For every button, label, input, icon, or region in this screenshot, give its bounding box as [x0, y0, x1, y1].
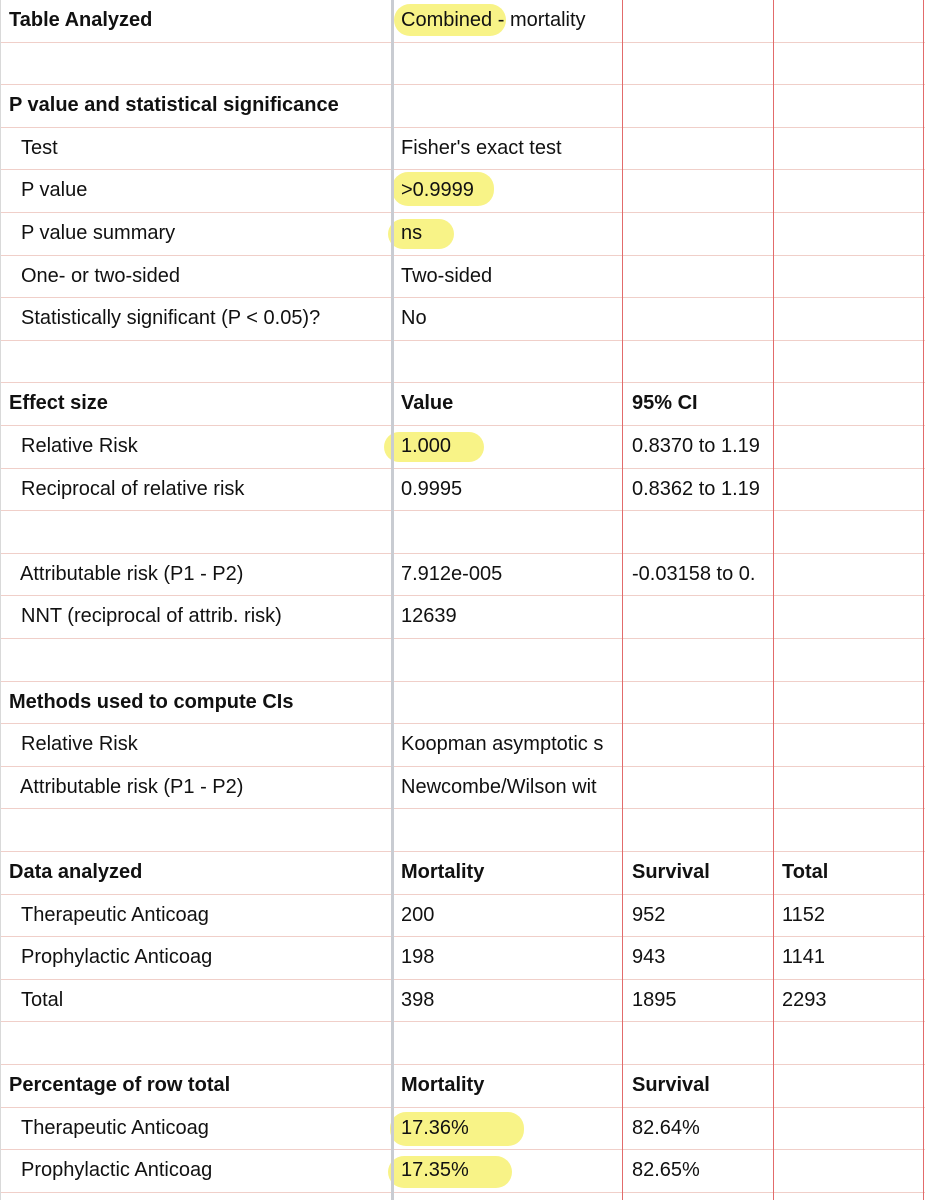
section-header-data-analyzed — [0, 852, 925, 895]
table-row — [0, 554, 925, 597]
column-header-mortality: Mortality — [401, 861, 485, 883]
row-label: P value summary — [21, 222, 176, 244]
table-row — [0, 213, 925, 256]
table-row — [0, 128, 925, 171]
row-label: Total — [21, 988, 64, 1011]
section-title: Percentage of row total — [9, 1074, 231, 1096]
table-row — [0, 724, 925, 767]
empty-row — [0, 1022, 925, 1065]
row-value[interactable]: 12639 — [401, 605, 457, 628]
row-label: Relative Risk — [21, 733, 138, 756]
row-value[interactable]: Two-sided — [401, 264, 493, 287]
section-title: Methods used to compute CIs — [9, 690, 294, 713]
row-value[interactable]: No — [401, 307, 427, 330]
row-label: Prophylactic Anticoag — [21, 1159, 213, 1182]
grid-line-label-divider — [391, 0, 394, 1200]
row-ci[interactable]: 0.8370 to 1.19 — [632, 435, 760, 457]
row-value[interactable]: ns — [401, 222, 423, 244]
row-ci[interactable]: -0.03158 to 0. — [632, 562, 756, 585]
row-total[interactable]: 1152 — [782, 903, 826, 926]
row-label: P value — [21, 179, 88, 202]
section-header-percentage — [0, 1065, 925, 1108]
grid-line-right — [923, 0, 924, 1200]
table-row — [0, 1150, 925, 1193]
table-row-title — [0, 0, 925, 43]
row-label: Test — [21, 136, 58, 159]
table-row — [0, 895, 925, 938]
section-header-effect-size — [0, 383, 925, 426]
column-header-value: Value — [401, 392, 454, 415]
table-row — [0, 1108, 925, 1151]
empty-row — [0, 43, 925, 86]
table-analyzed-label: Table Analyzed — [9, 9, 153, 31]
row-value[interactable]: 1.000 — [401, 435, 452, 457]
row-value[interactable]: 7.912e-005 — [401, 562, 503, 585]
grid-line-left — [0, 0, 1, 1200]
row-ci[interactable]: 0.8362 to 1.19 — [632, 477, 760, 500]
row-value[interactable]: 0.9995 — [401, 477, 463, 500]
row-label: One- or two-sided — [21, 264, 180, 287]
row-label: Therapeutic Anticoag — [21, 903, 209, 926]
row-mortality[interactable]: 17.35% — [401, 1159, 469, 1182]
empty-row — [0, 511, 925, 554]
row-label: Reciprocal of relative risk — [21, 477, 245, 500]
row-value[interactable]: Koopman asymptotic s — [401, 733, 604, 756]
row-survival[interactable]: 943 — [632, 946, 666, 969]
table-row — [0, 256, 925, 299]
table-row — [0, 767, 925, 810]
table-row — [0, 980, 925, 1023]
row-label: Relative Risk — [21, 435, 138, 457]
section-title: Effect size — [9, 392, 108, 415]
table-row — [0, 298, 925, 341]
section-header-pvalue — [0, 85, 925, 128]
section-header-methods — [0, 682, 925, 725]
row-label: Prophylactic Anticoag — [21, 946, 213, 969]
row-label: Attributable risk (P1 - P2) — [20, 562, 244, 585]
empty-row — [0, 341, 925, 384]
row-total[interactable]: 1141 — [782, 946, 826, 969]
table-analyzed-name: Combined — [401, 9, 493, 31]
row-total[interactable]: 2293 — [782, 988, 827, 1011]
table-row — [0, 596, 925, 639]
row-value[interactable]: Fisher's exact test — [401, 136, 562, 159]
column-header-total: Total — [782, 861, 829, 883]
table-row — [0, 469, 925, 512]
row-label: NNT (reciprocal of attrib. risk) — [21, 605, 282, 628]
row-survival[interactable]: 82.64% — [632, 1116, 700, 1139]
row-label: Statistically significant (P < 0.05)? — [21, 307, 321, 330]
column-header-ci: 95% CI — [632, 392, 698, 415]
column-header-mortality: Mortality — [401, 1074, 485, 1096]
row-mortality[interactable]: 398 — [401, 988, 435, 1011]
row-label: Therapeutic Anticoag — [21, 1116, 209, 1139]
column-header-survival: Survival — [632, 861, 710, 883]
empty-row — [0, 809, 925, 852]
row-label: Attributable risk (P1 - P2) — [20, 775, 244, 798]
table-analyzed-value[interactable] — [394, 0, 623, 43]
row-survival[interactable]: 952 — [632, 903, 666, 926]
table-row — [0, 170, 925, 213]
row-survival[interactable]: 1895 — [632, 988, 677, 1011]
grid-line-column-1 — [622, 0, 623, 1200]
table-analyzed-suffix: - mortality — [492, 9, 586, 31]
table-row — [0, 426, 925, 469]
empty-row — [0, 639, 925, 682]
section-title: Data analyzed — [9, 861, 143, 883]
table-row — [0, 937, 925, 980]
row-mortality[interactable]: 198 — [401, 946, 435, 969]
column-header-survival: Survival — [632, 1074, 710, 1096]
row-value[interactable]: Newcombe/Wilson wit — [401, 775, 597, 798]
row-mortality[interactable]: 17.36% — [401, 1116, 469, 1139]
row-value[interactable]: >0.9999 — [401, 179, 474, 202]
grid-line-column-2 — [773, 0, 774, 1200]
section-title: P value and statistical significance — [9, 94, 339, 117]
row-mortality[interactable]: 200 — [401, 903, 435, 926]
row-survival[interactable]: 82.65% — [632, 1159, 700, 1182]
